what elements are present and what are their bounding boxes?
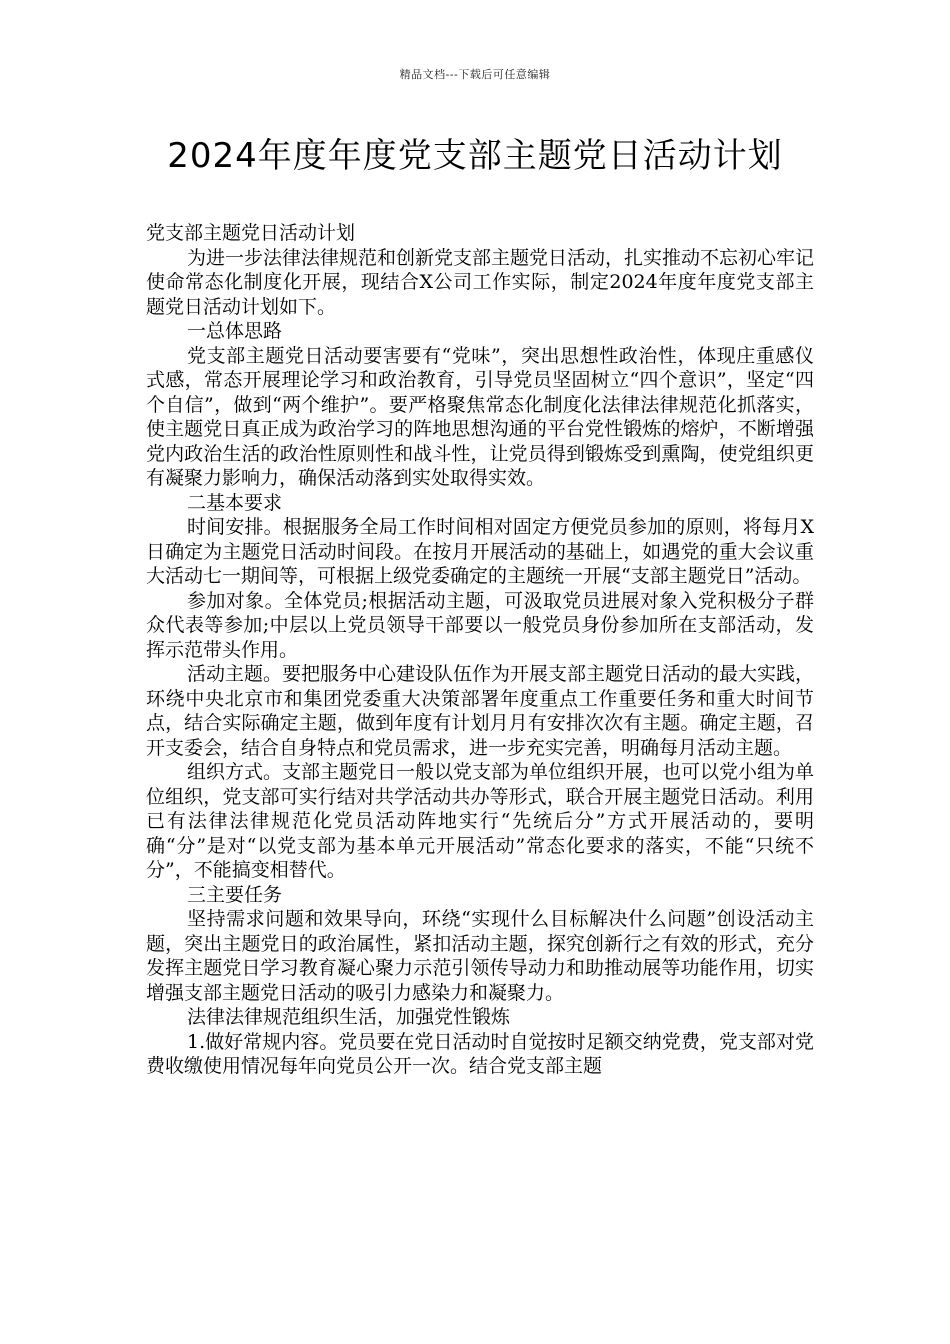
paragraph: 1.做好常规内容。党员要在党日活动时自觉按时足额交纳党费，党支部对党费收缴使用情况每年向党员公开一次。结合党支部主题 bbox=[146, 1030, 814, 1077]
paragraph: 为进一步法律法律规范和创新党支部主题党日活动，扎实推动不忘初心牢记使命常态化制度化开展，现结合X公司工作实际，制定2024年度年度党支部主题党日活动计划如下。 bbox=[146, 246, 815, 318]
paragraph: 坚持需求问题和效果导向，环绕“实现什么目标解决什么问题”创设活动主题，突出主题党日的政治属性，紧扣活动主题，探究创新行之有效的形式，充分发挥主题党日学习教育凝心聚力示范引领传导动力和助推动展等功能作用，切实增强支部主题党日活动的吸引力感染力和凝聚力。 bbox=[146, 908, 814, 1004]
section-heading: 三主要任务 bbox=[187, 883, 283, 906]
section-heading: 二基本要求 bbox=[187, 491, 283, 514]
subsection-heading: 法律法律规范组织生活，加强党性锻炼 bbox=[187, 1006, 511, 1028]
paragraph: 活动主题。要把服务中心建设队伍作为开展支部主题党日活动的最大实践，环绕中央北京市和集团党委重大决策部署年度重点工作重要任务和重大时间节点，结合实际确定主题，做到年度有计划月月有安排次次有主题。确定主题，召开支委会，结合自身特点和党员需求，进一步充实完善，明确每月活动主题。 bbox=[146, 663, 815, 759]
paragraph: 党支部主题党日活动要害要有“党味”，突出思想性政治性，体现庄重感仪式感，常态开展理论学习和政治教育，引导党员坚固树立“四个意识”，坚定“四个自信”，做到“两个维护”。要严格聚焦常态化制度化法律法律规范化抓落实，使主题党日真正成为政治学习的阵地思想沟通的平台党性锻炼的熔炉，不断增强党内政治生活的政治性原则性和战斗性，让党员得到锻炼受到熏陶，使党组织更有凝聚力影响力，确保活动落到实处取得实效。 bbox=[146, 344, 814, 489]
paragraph: 时间安排。根据服务全局工作时间相对固定方便党员参加的原则，将每月X日确定为主题党日活动时间段。在按月开展活动的基础上，如遇党的重大会议重大活动七一期间等，可根据上级党委确定的主题统一开展“支部主题党日”活动。 bbox=[146, 516, 814, 587]
section-heading: 一总体思路 bbox=[187, 320, 283, 342]
paragraph: 党支部主题党日活动计划 bbox=[146, 222, 356, 244]
header-note: 精品文档---下载后可任意编辑 bbox=[399, 68, 551, 81]
document-body bbox=[146, 221, 814, 1079]
paragraph: 组织方式。支部主题党日一般以党支部为单位组织开展，也可以党小组为单位组织，党支部可实行结对共学活动共办等形式，联合开展主题党日活动。利用已有法律法律规范化党员活动阵地实行“先统后分”方式开展活动的，要明确“分”是对“以党支部为基本单元开展活动”常态化要求的落实，不能“只统不分”，不能搞变相替代。 bbox=[146, 761, 815, 881]
paragraph: 参加对象。全体党员;根据活动主题，可汲取党员进展对象入党积极分子群众代表等参加;中层以上党员领导干部要以一般党员身份参加所在支部活动，发挥示范带头作用。 bbox=[146, 589, 814, 661]
document-title: 2024年度年度党支部主题党日活动计划 bbox=[167, 136, 783, 176]
